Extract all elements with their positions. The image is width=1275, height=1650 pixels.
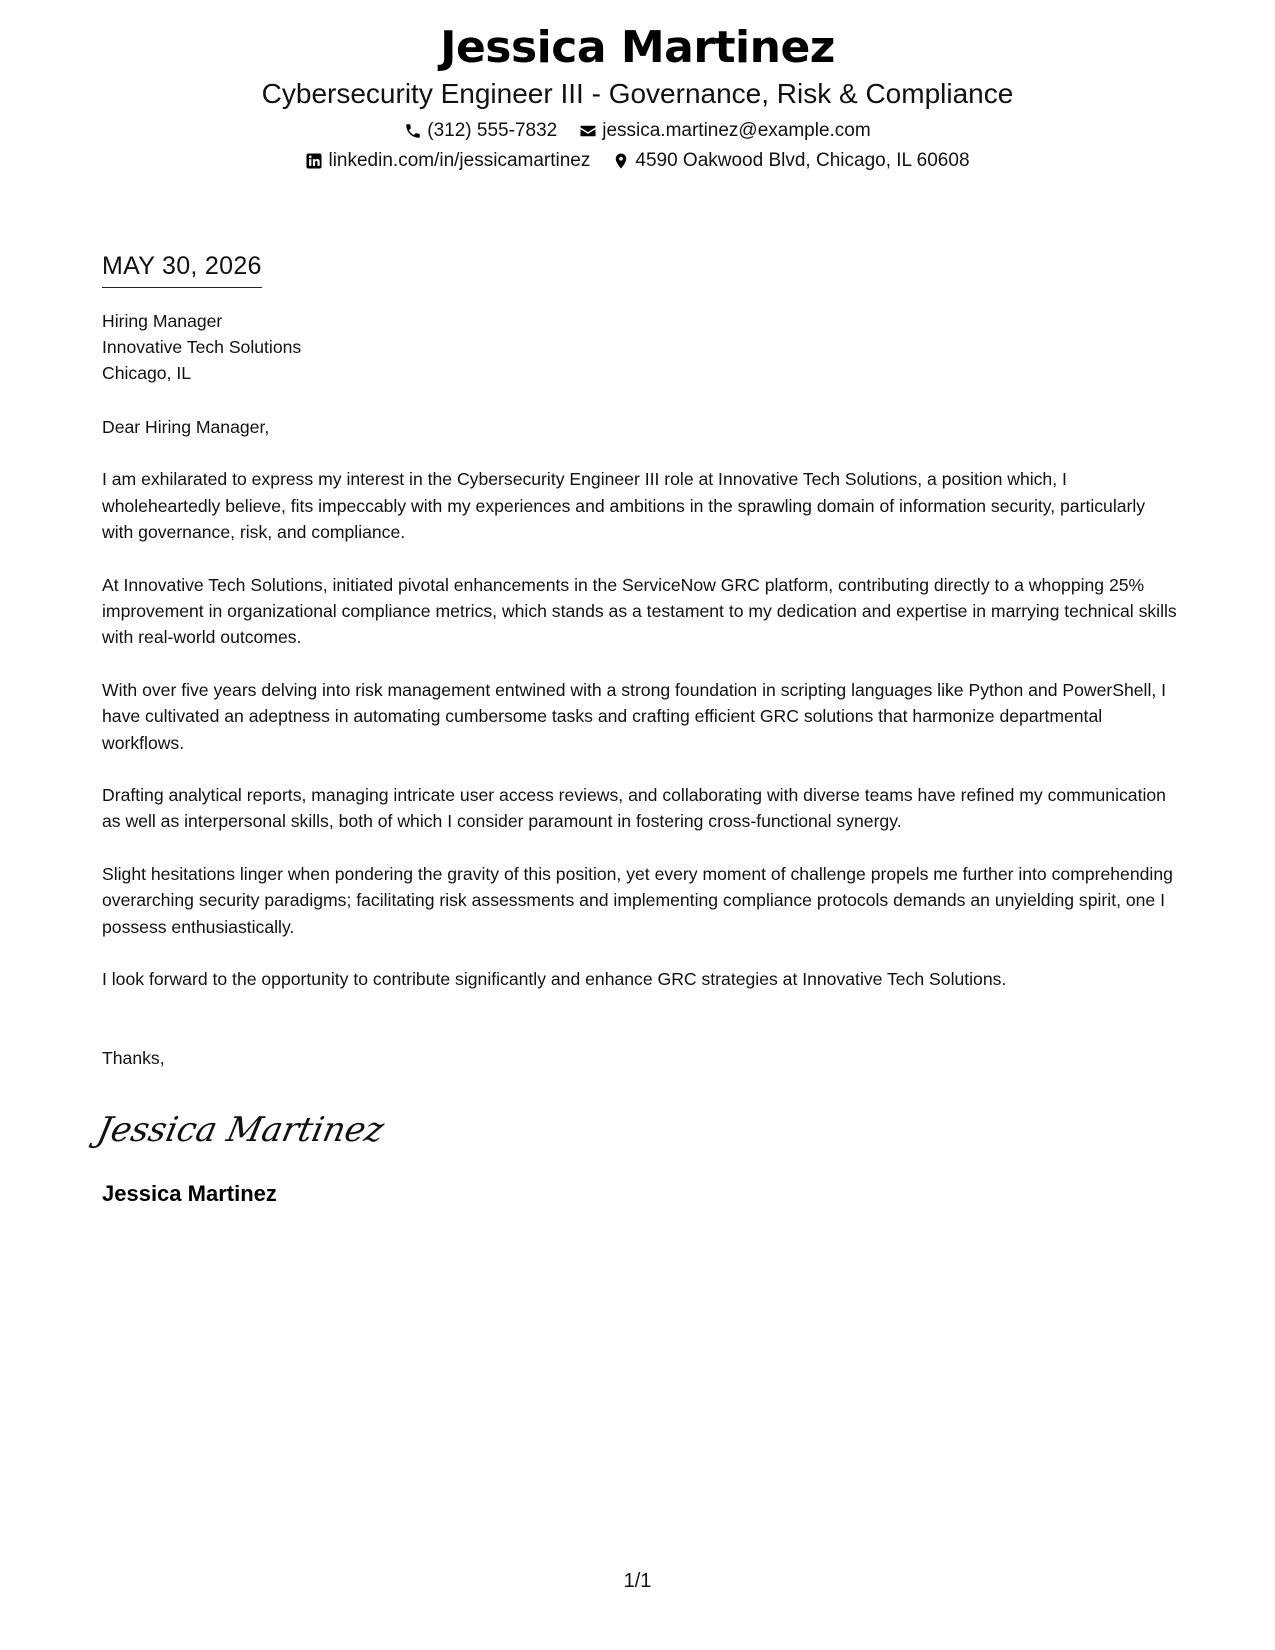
street-address: 4590 Oakwood Blvd, Chicago, IL 60608 — [635, 150, 970, 171]
linkedin-url: linkedin.com/in/jessicamartinez — [328, 150, 591, 171]
envelope-icon — [579, 122, 597, 140]
paragraph-1: I am exhilarated to express my interest in the Cybersecurity Engineer III role at Innovative Tech Solutions, a position which, I wholeheartedly believe, fits impeccably with my experiences and ambitions in the sprawling domain of information security, particularly with governance, risk, and compliance. — [102, 469, 1146, 543]
contact-linkedin — [305, 146, 590, 176]
paragraph-4: Drafting analytical reports, managing intricate user access reviews, and collaborating with diverse teams have refined my communication as well as interpersonal skills, both of which I consider paramount in fostering cross-functional synergy. — [102, 785, 1166, 832]
recipient-title: Hiring Manager — [102, 311, 223, 331]
contact-row-primary — [0, 116, 1275, 146]
recipient-company: Innovative Tech Solutions — [102, 337, 302, 357]
paragraph-6: I look forward to the opportunity to contribute significantly and enhance GRC strategies at Innovative Tech Solutions. — [102, 969, 1007, 990]
contact-phone — [404, 116, 557, 146]
letter-body — [93, 250, 1177, 1207]
closing: Thanks, — [102, 1047, 165, 1068]
letter-date: MAY 30, 2026 — [102, 250, 262, 288]
paragraph-3: With over five years delving into risk management entwined with a strong foundation in scripting languages like Python and PowerShell, I have cultivated an adeptness in automating cumbersome tasks and crafting efficient GRC solutions that harmonize departmental workflows. — [102, 679, 1167, 753]
map-pin-icon — [612, 152, 630, 170]
handwritten-signature — [93, 1101, 1177, 1153]
greeting: Dear Hiring Manager, — [102, 417, 270, 437]
recipient-location: Chicago, IL — [102, 363, 191, 383]
contact-address — [612, 146, 969, 176]
linkedin-icon — [305, 152, 323, 170]
signature-text: Jessica Martinez — [93, 1110, 388, 1150]
applicant-role: Cybersecurity Engineer III - Governance, Risk & Compliance — [261, 78, 1014, 109]
phone-number: (312) 555-7832 — [427, 120, 558, 141]
contact-row-secondary — [0, 146, 1275, 176]
applicant-name: Jessica Martinez — [440, 22, 835, 73]
paragraph-2: At Innovative Tech Solutions, initiated pivotal enhancements in the ServiceNow GRC platform, contributing directly to a whopping 25% improvement in organizational compliance metrics, which stands as a testament to my dedication and expertise in marrying technical skills with real-world outcomes. — [102, 574, 1177, 648]
signed-name: Jessica Martinez — [102, 1180, 277, 1206]
contact-email — [579, 116, 871, 146]
page-number: 1/1 — [623, 1570, 652, 1592]
email-address: jessica.martinez@example.com — [602, 120, 871, 141]
letter-header — [0, 18, 1275, 176]
phone-icon — [404, 122, 422, 140]
paragraph-5: Slight hesitations linger when pondering the gravity of this position, yet every moment of challenge propels me further into comprehending overarching security paradigms; facilitating risk assessments and implementing compliance protocols demands an unyielding spirit, one I possess enthusiastically. — [102, 863, 1173, 937]
recipient-block — [102, 308, 1177, 386]
